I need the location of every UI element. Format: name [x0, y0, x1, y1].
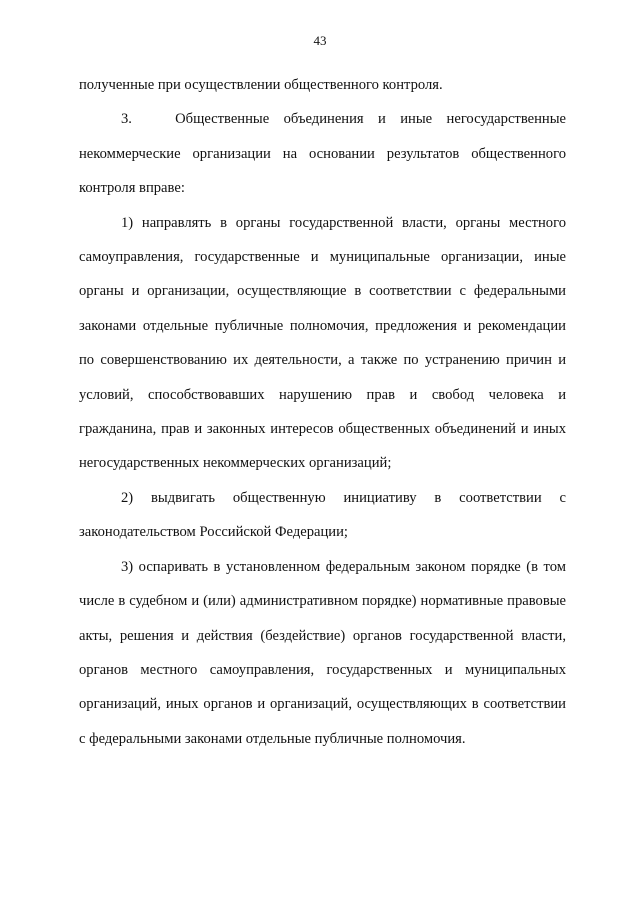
paragraph-subitem-2: 2) выдвигать общественную инициативу в соответствии с законодательством Российской Федерации;	[79, 489, 566, 541]
page-number: 43	[313, 33, 327, 48]
paragraph-subitem-3: 3) оспаривать в установленном федеральным законом порядке (в том числе в судебном и (или) административном порядке) нормативные правовые акты, решения и действия (бездействие) органов государственной власти, органов местного самоуправления, государственных и муниципальных организаций, иных органов и организаций, осуществляющих в соответствии с федеральными законами отдельные публичные полномочия.	[79, 558, 566, 747]
paragraph-item-3: 3. Общественные объединения и иные негосударственные некоммерческие организации на основании результатов общественного контроля вправе:	[79, 111, 566, 197]
document-body	[79, 68, 566, 756]
paragraph-continuation: полученные при осуществлении общественного контроля.	[79, 77, 443, 93]
paragraph-subitem-1: 1) направлять в органы государственной власти, органы местного самоуправления, государственные и муниципальные организации, иные органы и организации, осуществляющие в соответствии с федеральными законами отдельные публичные полномочия, предложения и рекомендации по совершенствованию их деятельности, а также по устранению причин и условий, способствовавших нарушению прав и свобод человека и гражданина, прав и законных интересов общественных объединений и иных негосударственных некоммерческих организаций;	[79, 214, 566, 472]
